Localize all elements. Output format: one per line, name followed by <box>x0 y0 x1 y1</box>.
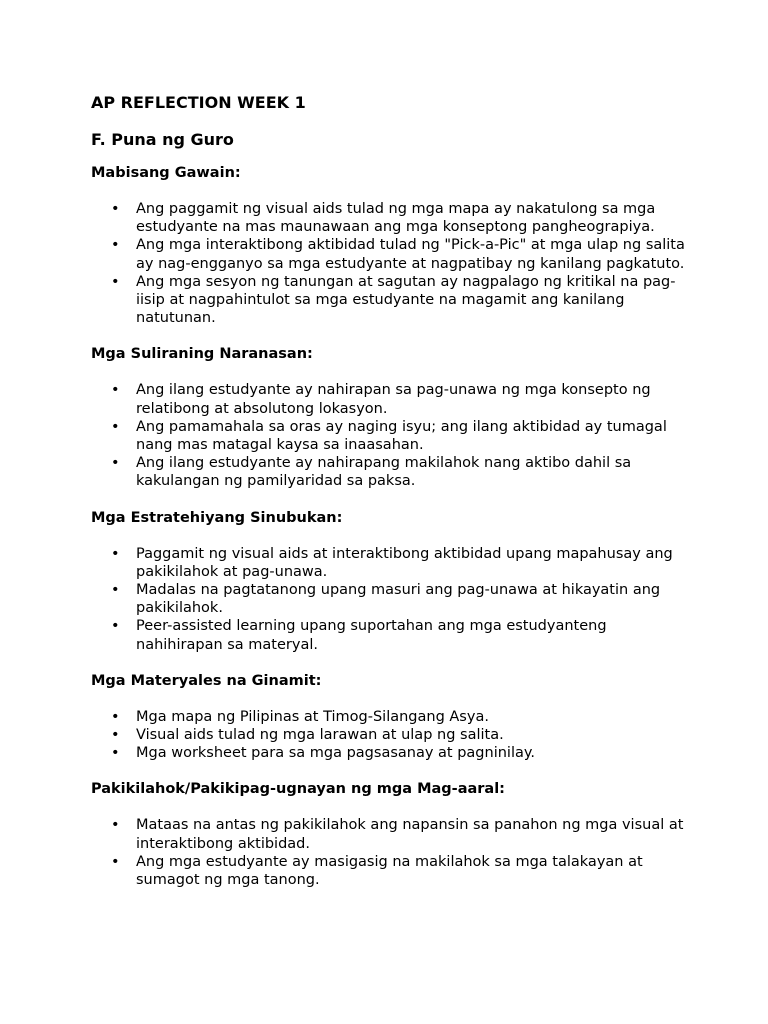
list-item: • Ang ilang estudyante ay nahirapan sa pag-unawa ng mga konsepto ng relatibong at absolutong lokasyon. <box>91 381 691 417</box>
document-title: AP REFLECTION WEEK 1 <box>91 93 306 112</box>
list-item: • Mga worksheet para sa mga pagsasanay at pagninilay. <box>91 744 691 762</box>
list-item: • Ang pamamahala sa oras ay naging isyu; ang ilang aktibidad ay tumagal nang mas matagal kaysa sa inaasahan. <box>91 418 691 454</box>
list-item: • Ang paggamit ng visual aids tulad ng mga mapa ay nakatulong sa mga estudyante na mas maunawaan ang mga konseptong pangheograpiya. <box>91 200 691 236</box>
section-heading: Mga Materyales na Ginamit: <box>91 672 322 689</box>
bullet-list <box>91 381 691 490</box>
section-heading: Mga Suliraning Naranasan: <box>91 346 313 363</box>
list-item: • Ang ilang estudyante ay nahirapang makilahok nang aktibo dahil sa kakulangan ng pamilyaridad sa paksa. <box>91 454 691 490</box>
bullet-list <box>91 708 691 763</box>
bullet-list <box>91 200 691 327</box>
list-item: • Ang mga sesyon ng tanungan at sagutan ay nagpalago ng kritikal na pag-iisip at nagpahintulot sa mga estudyante na magamit ang kanilang natutunan. <box>91 273 691 328</box>
list-item: • Paggamit ng visual aids at interaktibong aktibidad upang mapahusay ang pakikilahok at pag-unawa. <box>91 545 691 581</box>
section-mga-materyales-na-ginamit <box>91 672 691 763</box>
section-heading: Mabisang Gawain: <box>91 165 241 181</box>
bullet-list <box>91 545 691 654</box>
list-item: • Mataas na antas ng pakikilahok ang napansin sa panahon ng mga visual at interaktibong aktibidad. <box>91 816 691 852</box>
section-pakikilahok <box>91 780 691 889</box>
section-heading: Mga Estratehiyang Sinubukan: <box>91 509 343 526</box>
bullet-list <box>91 816 691 889</box>
section-title: F. Puna ng Guro <box>91 130 234 149</box>
section-heading: Pakikilahok/Pakikipag-ugnayan ng mga Mag-aaral: <box>91 781 505 798</box>
section-mga-suliraning-naranasan <box>91 345 691 490</box>
section-mga-estratehiyang-sinubukan <box>91 509 691 654</box>
list-item: • Peer-assisted learning upang suportahan ang mga estudyanteng nahihirapan sa materyal. <box>91 617 691 653</box>
section-mabisang-gawain <box>91 164 691 327</box>
document-page <box>91 93 691 907</box>
list-item: • Madalas na pagtatanong upang masuri ang pag-unawa at hikayatin ang pakikilahok. <box>91 581 691 617</box>
list-item: • Mga mapa ng Pilipinas at Timog-Silangang Asya. <box>91 708 691 726</box>
list-item: • Ang mga estudyante ay masigasig na makilahok sa mga talakayan at sumagot ng mga tanong. <box>91 853 691 889</box>
list-item: • Visual aids tulad ng mga larawan at ulap ng salita. <box>91 726 691 744</box>
list-item: • Ang mga interaktibong aktibidad tulad ng "Pick-a-Pic" at mga ulap ng salita ay nag-engganyo sa mga estudyante at nagpatibay ng kanilang pagkatuto. <box>91 236 691 272</box>
